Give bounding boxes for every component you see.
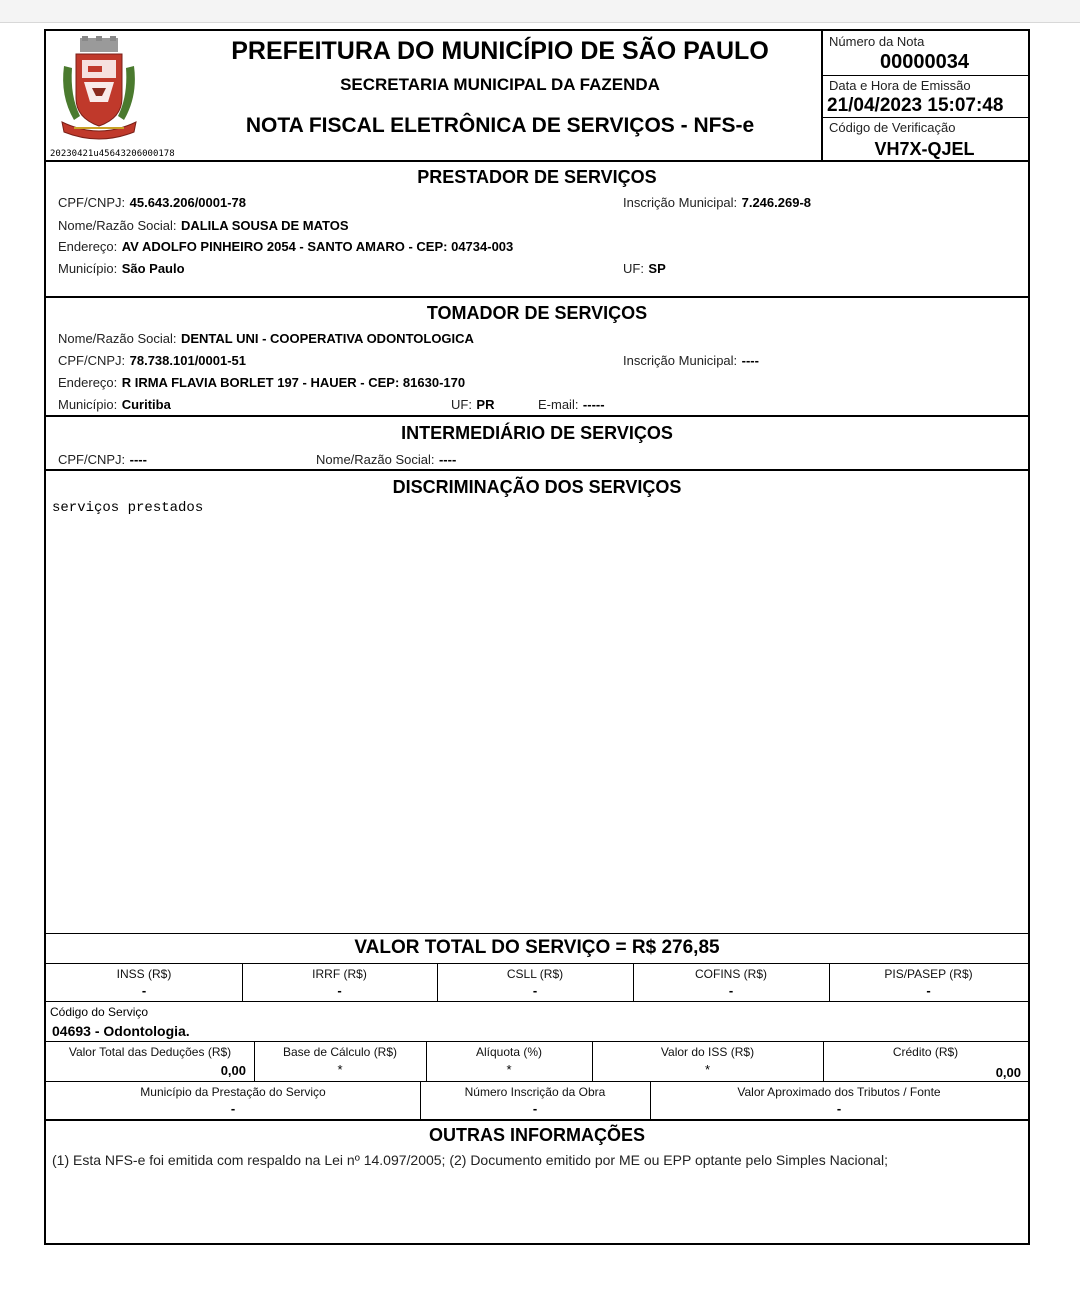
base-calculo-label: Base de Cálculo (R$) (282, 1045, 398, 1059)
tributos-fonte-value: - (836, 1101, 842, 1116)
data-emissao-value: 21/04/2023 15:07:48 (827, 95, 1004, 116)
discriminacao-text: serviços prestados (52, 500, 204, 516)
aliquota-label: Alíquota (%) (475, 1045, 543, 1059)
csll-label: CSLL (R$) (506, 967, 564, 981)
viewer-top-bar (0, 0, 1080, 23)
numero-value: 00000034 (880, 51, 969, 73)
inss-value: - (141, 983, 147, 998)
secretaria-subtitle: SECRETARIA MUNICIPAL DA FAZENDA (340, 75, 660, 94)
tomador-inscricao-label: Inscrição Municipal: (623, 353, 738, 368)
tomador-cnpj-label: CPF/CNPJ: (58, 353, 126, 368)
prestador-nome-label: Nome/Razão Social: (58, 218, 177, 233)
tomador-email-label: E-mail: (538, 397, 579, 412)
intermediario-nome-label: Nome/Razão Social: (316, 452, 435, 467)
valor-total: VALOR TOTAL DO SERVIÇO = R$ 276,85 (354, 937, 720, 958)
discriminacao-section-title: DISCRIMINAÇÃO DOS SERVIÇOS (392, 477, 682, 497)
tomador-endereco-label: Endereço: (58, 375, 118, 390)
prestador-municipio-value: São Paulo (121, 261, 185, 276)
data-emissao-label: Data e Hora de Emissão (829, 78, 971, 93)
credito-label: Crédito (R$) (892, 1045, 959, 1059)
municipio-prestacao-value: - (230, 1101, 236, 1116)
city-crest-icon (58, 36, 140, 144)
prestador-inscricao-value: 7.246.269-8 (741, 195, 812, 210)
tomador-nome-value: DENTAL UNI - COOPERATIVA ODONTOLOGICA (180, 331, 474, 346)
tomador-uf-label: UF: (451, 397, 472, 412)
tomador-endereco-value: R IRMA FLAVIA BORLET 197 - HAUER - CEP: 81630-170 (121, 375, 466, 390)
prestador-section-title: PRESTADOR DE SERVIÇOS (417, 167, 657, 187)
outras-text: (1) Esta NFS-e foi emitida com respaldo na Lei nº 14.097/2005; (2) Documento emitido por ME ou EPP optante pelo Simples Nacional; (52, 1152, 888, 1168)
cofins-label: COFINS (R$) (695, 967, 767, 981)
tomador-email-value: ----- (582, 397, 605, 412)
irrf-value: - (337, 983, 342, 998)
intermediario-cnpj-value: ---- (129, 452, 147, 467)
prestador-nome-value: DALILA SOUSA DE MATOS (180, 218, 349, 233)
codigo-verificacao-value: VH7X-QJEL (874, 139, 975, 159)
cofins-value: - (728, 983, 734, 998)
aliquota-value: * (506, 1062, 512, 1077)
deducoes-value: 0,00 (220, 1063, 246, 1078)
municipio-prestacao-label: Município da Prestação do Serviço (140, 1085, 326, 1099)
intermediario-nome-value: ---- (438, 452, 457, 467)
prestador-endereco-label: Endereço: (58, 239, 118, 254)
tomador-municipio-label: Município: (58, 397, 118, 412)
codigo-verificacao-label: Código de Verificação (829, 120, 956, 135)
tomador-inscricao-value: ---- (741, 353, 759, 368)
valor-iss-value: * (704, 1062, 711, 1077)
tomador-section-title: TOMADOR DE SERVIÇOS (426, 303, 648, 323)
pis-pasep-value: - (926, 983, 931, 998)
irrf-label: IRRF (R$) (312, 967, 367, 981)
tomador-municipio-value: Curitiba (121, 397, 171, 412)
inscricao-obra-value: - (532, 1101, 538, 1116)
base-calculo-value: * (337, 1062, 343, 1077)
csll-value: - (532, 983, 538, 998)
tomador-nome-label: Nome/Razão Social: (58, 331, 177, 346)
barcode-id: 20230421u45643206000178 (50, 149, 175, 159)
intermediario-section-title: INTERMEDIÁRIO DE SERVIÇOS (401, 423, 673, 443)
prestador-cnpj-value: 45.643.206/0001-78 (129, 195, 247, 210)
prestador-endereco-value: AV ADOLFO PINHEIRO 2054 - SANTO AMARO - CEP: 04734-003 (121, 239, 514, 254)
outras-section-title: OUTRAS INFORMAÇÕES (429, 1125, 645, 1145)
deducoes-label: Valor Total das Deduções (R$) (68, 1045, 232, 1059)
numero-label: Número da Nota (829, 34, 925, 49)
credito-value: 0,00 (995, 1065, 1021, 1080)
intermediario-cnpj-label: CPF/CNPJ: (58, 452, 126, 467)
prestador-municipio-label: Município: (58, 261, 118, 276)
codigo-servico-value: 04693 - Odontologia. (52, 1023, 190, 1039)
document-title: NOTA FISCAL ELETRÔNICA DE SERVIÇOS - NFS-e (245, 114, 755, 137)
prestador-cnpj-label: CPF/CNPJ: (58, 195, 126, 210)
page-title: PREFEITURA DO MUNICÍPIO DE SÃO PAULO (231, 37, 769, 65)
valor-iss-label: Valor do ISS (R$) (660, 1045, 755, 1059)
inscricao-obra-label: Número Inscrição da Obra (464, 1085, 606, 1099)
nfse-document (44, 29, 1030, 1245)
prestador-uf-value: SP (648, 261, 666, 276)
tomador-cnpj-value: 78.738.101/0001-51 (129, 353, 247, 368)
tributos-fonte-label: Valor Aproximado dos Tributos / Fonte (737, 1085, 941, 1099)
inss-label: INSS (R$) (116, 967, 172, 981)
codigo-servico-label: Código do Serviço (50, 1005, 149, 1019)
pis-pasep-label: PIS/PASEP (R$) (884, 967, 973, 981)
tomador-uf-value: PR (476, 397, 495, 412)
prestador-inscricao-label: Inscrição Municipal: (623, 195, 738, 210)
prestador-uf-label: UF: (623, 261, 644, 276)
